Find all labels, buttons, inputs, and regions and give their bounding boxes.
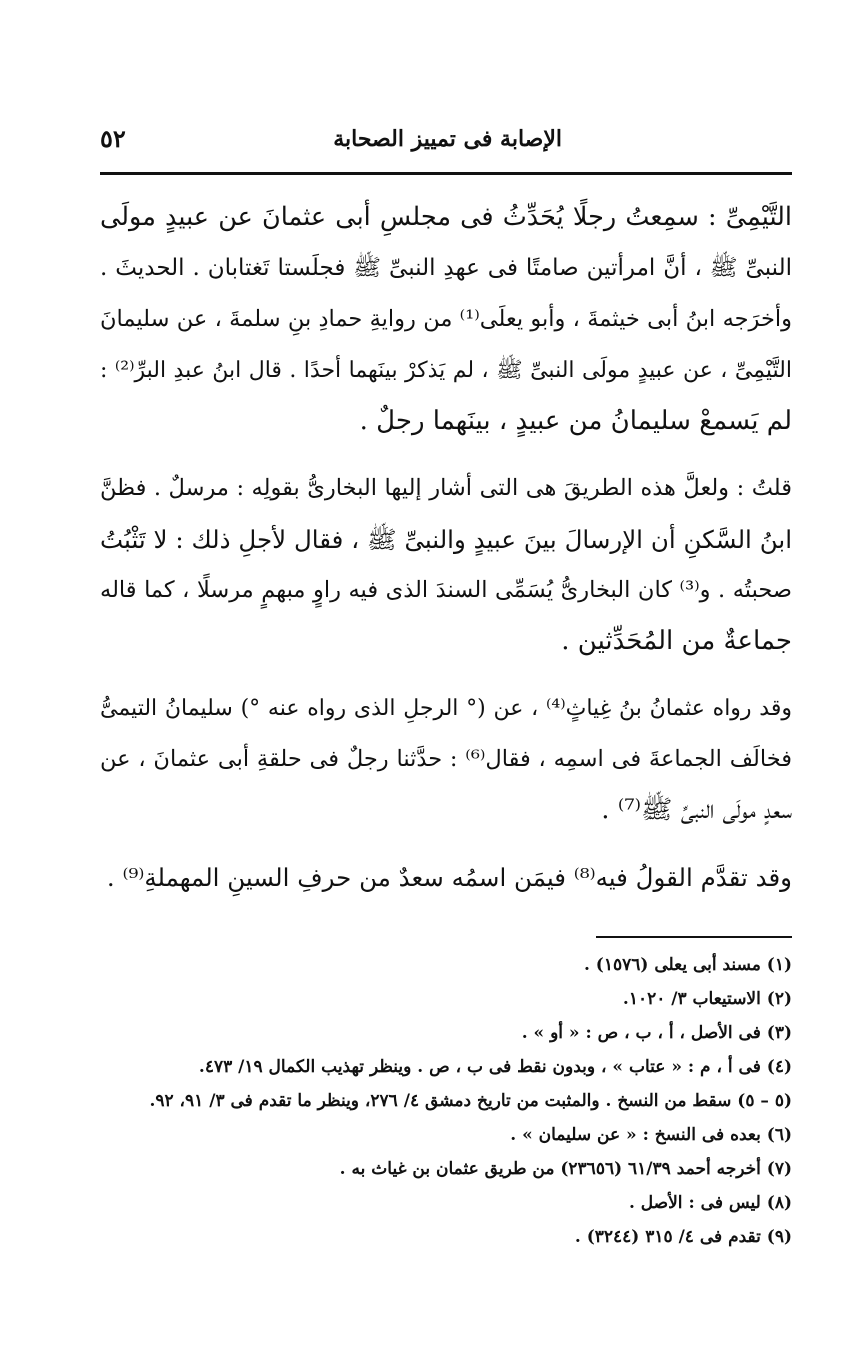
footnote-rule [596, 936, 792, 938]
text-line: سعدٍ مولَى النبىِّ ﷺ⁽⁷⁾ . [601, 795, 792, 825]
footnote: (٧) أخرجه أحمد ٦١/٣٩ (٢٣٦٥٦) من طريق عثمان بن غياث به . [339, 1159, 792, 1179]
footnote: (٨) ليس فى : الأصل . [628, 1193, 792, 1213]
text-line: التَّيْمِىِّ ، عن عبيدٍ مولَى النبىِّ ﷺ ، لم يَذكرْ بينَهما أحدًا . قال ابنُ عبدِ البرِّ⁽²⁾ : [100, 358, 792, 383]
footnote: (٣) فى الأصل ، أ ، ب ، ص : « أو » . [521, 1023, 792, 1043]
footnote: (٦) بعده فى النسخ : « عن سليمان » . [510, 1125, 792, 1145]
text-line: جماعةٌ من المُحَدِّثين . [561, 626, 792, 656]
footnote: (٢) الاستيعاب ٣/ ١٠٢٠. [622, 989, 792, 1009]
footnotes [100, 948, 792, 1254]
footnote: (٥ – ٥) سقط من النسخ . والمثبت من تاريخ دمشق ٤/ ٢٧٦، وينظر ما تقدم فى ٣/ ٩١، ٩٢. [149, 1091, 792, 1111]
text-line: وقد رواه عثمانُ بنُ غِياثٍ⁽⁴⁾ ، عن (° الرجلِ الذى رواه عنه °) سليمانُ التيمىُّ [100, 696, 792, 721]
footnote: (١) مسند أبى يعلى (١٥٧٦) . [583, 955, 792, 975]
footnote: (٤) فى أ ، م : « عتاب » ، وبدون نقط فى ب ، ص . وينظر تهذيب الكمال ١٩/ ٤٧٣. [198, 1057, 792, 1077]
paragraph [100, 852, 792, 903]
text-line: وأخرَجه ابنُ أبى خيثمةَ ، وأبو يعلَى⁽¹⁾ من روايةِ حمادِ بنِ سلمةَ ، عن سليمانَ [100, 306, 793, 332]
text-line: وقد تقدَّم القولُ فيه⁽⁸⁾ فيمَن اسمُه سعدٌ من حرفِ السينِ المهملةِ⁽⁹⁾ . [106, 863, 792, 892]
footnote: (٩) تقدم فى ٤/ ٣١٥ (٣٢٤٤) . [574, 1227, 792, 1247]
text-line: النبىِّ ﷺ ، أنَّ امرأتين صامتًا فى عهدِ النبىِّ ﷺ فجلَستا تَغتابان . الحديثَ . [100, 255, 792, 281]
running-title: الإصابة فى تمييز الصحابة [333, 126, 562, 152]
paragraph [100, 683, 792, 836]
page-header [100, 120, 792, 160]
text-line: ابنُ السَّكنِ أن الإرسالَ بينَ عبيدٍ والنبىِّ ﷺ ، فقال لأجلِ ذلك : لا تَثْبُتُ [100, 525, 792, 554]
text-line: صحبتُه . و⁽³⁾ كان البخارىُّ يُسَمِّى السندَ الذى فيه راوٍ مبهمٍ مرسلًا ، كما قاله [100, 577, 792, 603]
text-line: قلتُ : ولعلَّ هذه الطريقَ هى التى أشار إليها البخارىُّ بقولِه : مرسلٌ . فظنَّ [100, 475, 792, 501]
text-line: لم يَسمعْ سليمانُ من عبيدٍ ، بينَهما رجلٌ . [359, 406, 792, 436]
paragraph [100, 463, 792, 667]
main-text [100, 192, 792, 903]
text-line: التَّيْمِىِّ : سمِعتُ رجلًا يُحَدِّثُ فى مجلسِ أبى عثمانَ عن عبيدٍ مولَى [100, 202, 792, 232]
page-number: ٥٢ [100, 124, 126, 153]
paragraph [100, 192, 792, 447]
text-line: فخالَف الجماعةَ فى اسمِه ، فقال⁽⁶⁾ : حدَّثنا رجلٌ فى حلقةِ أبى عثمانَ ، عن [100, 746, 792, 772]
header-rule [100, 172, 792, 175]
